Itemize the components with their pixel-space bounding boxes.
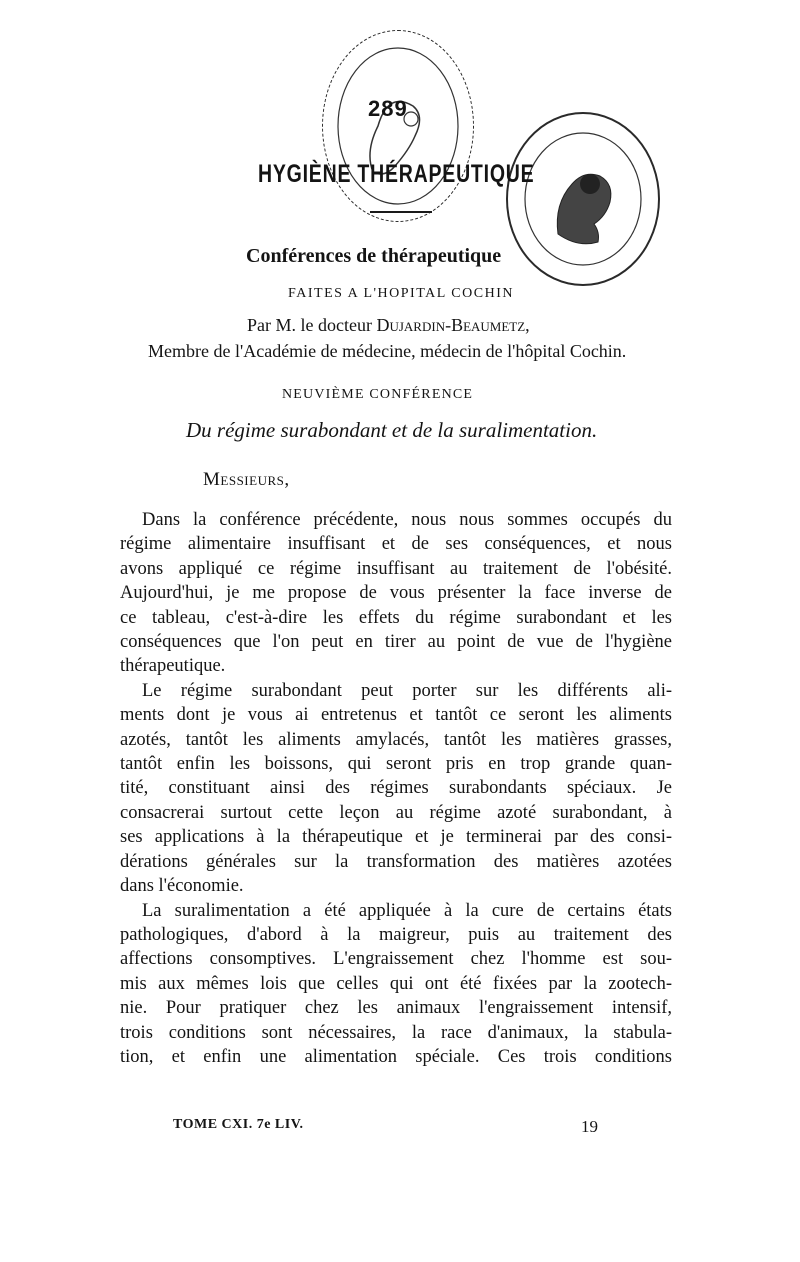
volume-label: TOME CXI. 7e LIV. [173,1117,304,1132]
text-line: dérations générales sur la transformation des matières azotées [120,851,672,872]
paragraph-2 [120,679,672,899]
text-line: ce tableau, c'est-à-dire les effets du régime surabondant et les [120,607,672,628]
text-line: thérapeutique. [120,656,226,677]
stamp-portrait-icon [508,114,658,284]
text-line: ments dont je vous ai entretenus et tantôt ce seront les aliments [120,705,672,726]
sheet-number: 19 [581,1117,598,1136]
text-line: régime alimentaire insuffisant et de ses conséquences, et nous [120,534,672,555]
text-line: Le régime surabondant peut porter sur les différents ali- [142,680,672,701]
stamp-emblem-icon [323,31,473,221]
text-line: trois conditions sont nécessaires, la race d'animaux, la stabula- [120,1022,672,1043]
author-line [247,315,530,336]
text-line: dans l'économie. [120,876,244,897]
body-text [120,508,672,1069]
text-line: azotés, tantôt les aliments amylacés, tantôt les matières grasses, [120,729,672,750]
author-name: Dujardin-Beaumetz, [376,315,530,335]
paragraph-3 [120,899,672,1070]
paragraph-1 [120,508,672,679]
library-stamp-right [506,112,660,286]
text-line: Dans la conférence précédente, nous nous sommes occupés du [142,510,672,530]
text-line: tantôt enfin les boissons, qui seront pris en trop grande quan- [120,754,672,775]
salutation: Messieurs, [203,469,290,490]
page-number: 289 [368,96,408,121]
text-line: avons appliqué ce régime insuffisant au traitement de l'obésité. [120,558,672,579]
text-line: tion, et enfin une alimentation spéciale. Ces trois conditions [120,1046,672,1067]
text-line: consacrerai surtout cette leçon au régime azoté surabondant, à [120,802,672,823]
text-line: conséquences que l'on peut en tirer au point de vue de l'hygiène [120,632,672,653]
conference-number: NEUVIÈME CONFÉRENCE [282,387,474,402]
conference-title: Du régime surabondant et de la suralimentation. [186,418,598,442]
place-line: FAITES A L'HOPITAL COCHIN [288,286,514,301]
text-line: affections consomptives. L'engraissement chez l'homme est sou- [120,949,672,970]
section-title: HYGIÈNE THÉRAPEUTIQUE [258,160,535,188]
affiliation-line: Membre de l'Académie de médecine, médecin de l'hôpital Cochin. [148,341,627,361]
text-line: mis aux mêmes lois que celles qui ont été fixées par la zootech- [120,973,672,994]
title-rule [370,211,432,213]
author-prefix: Par M. le docteur [247,315,377,335]
subtitle: Conférences de thérapeutique [246,245,502,267]
text-line: ses applications à la thérapeutique et je terminerai par des consi- [120,827,672,848]
library-stamp-top [322,30,474,222]
text-line: pathologiques, d'abord à la maigreur, puis au traitement des [120,924,672,945]
text-line: tité, constituant ainsi des régimes surabondants spéciaux. Je [120,778,672,799]
text-line: La suralimentation a été appliquée à la cure de certains états [142,900,672,921]
text-line: Aujourd'hui, je me propose de vous présenter la face inverse de [120,583,672,604]
text-line: nie. Pour pratiquer chez les animaux l'engraissement intensif, [120,998,672,1019]
